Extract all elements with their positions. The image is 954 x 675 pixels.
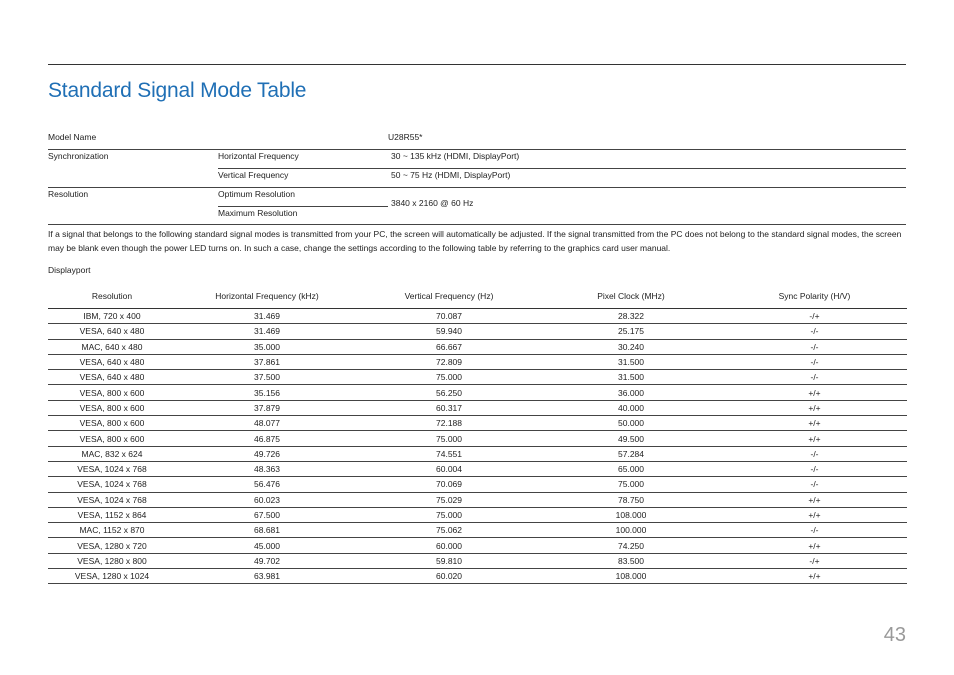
- signal-mode-table: [48, 283, 907, 584]
- table-cell: 31.469: [176, 324, 358, 339]
- table-cell: 63.981: [176, 569, 358, 584]
- table-cell: 35.000: [176, 339, 358, 354]
- table-cell: 48.077: [176, 416, 358, 431]
- signal-note: If a signal that belongs to the following standard signal modes is transmitted from your PC, the screen will automatically be adjusted. If the signal transmitted from the PC does not belong to the standard signal modes, the screen may be blank even though the power LED turns on. In such a case, change the settings according to the following table by referring to the graphics card user manual.: [48, 229, 902, 253]
- table-cell: +/+: [722, 507, 907, 522]
- sync-label: Synchronization: [48, 151, 109, 161]
- table-row: [48, 431, 907, 446]
- table-cell: 59.940: [358, 324, 540, 339]
- table-cell: MAC, 1152 x 870: [48, 523, 176, 538]
- table-cell: +/+: [722, 431, 907, 446]
- table-cell: 60.004: [358, 461, 540, 476]
- hfreq-value: 30 ~ 135 kHz (HDMI, DisplayPort): [391, 151, 520, 161]
- table-cell: 48.363: [176, 461, 358, 476]
- table-cell: -/+: [722, 553, 907, 568]
- table-cell: 31.500: [540, 354, 722, 369]
- table-cell: 49.702: [176, 553, 358, 568]
- page-title: Standard Signal Mode Table: [48, 79, 307, 102]
- table-cell: +/+: [722, 400, 907, 415]
- table-cell: 37.861: [176, 354, 358, 369]
- column-header: Resolution: [48, 283, 176, 309]
- spec-row-optimum: [48, 185, 906, 208]
- table-cell: 66.667: [358, 339, 540, 354]
- table-row: [48, 492, 907, 507]
- table-cell: 37.879: [176, 400, 358, 415]
- table-row: [48, 538, 907, 553]
- optimum-label: Optimum Resolution: [218, 189, 296, 199]
- table-cell: 31.469: [176, 309, 358, 324]
- table-cell: -/-: [722, 461, 907, 476]
- section-subheading: Displayport: [48, 265, 91, 275]
- table-cell: +/+: [722, 416, 907, 431]
- table-cell: 60.000: [358, 538, 540, 553]
- hfreq-label: Horizontal Frequency: [218, 151, 299, 161]
- table-cell: 56.250: [358, 385, 540, 400]
- table-cell: +/+: [722, 538, 907, 553]
- table-cell: 75.000: [540, 477, 722, 492]
- top-divider: [48, 64, 906, 65]
- column-header: Horizontal Frequency (kHz): [176, 283, 358, 309]
- table-cell: -/-: [722, 477, 907, 492]
- table-cell: -/-: [722, 324, 907, 339]
- table-cell: 83.500: [540, 553, 722, 568]
- table-row: [48, 569, 907, 584]
- table-row: [48, 339, 907, 354]
- table-row: [48, 324, 907, 339]
- table-row: [48, 370, 907, 385]
- table-cell: 72.809: [358, 354, 540, 369]
- model-label: Model Name: [48, 132, 97, 142]
- table-cell: 108.000: [540, 507, 722, 522]
- table-cell: 60.317: [358, 400, 540, 415]
- table-cell: 74.250: [540, 538, 722, 553]
- column-header: Vertical Frequency (Hz): [358, 283, 540, 309]
- table-row: [48, 477, 907, 492]
- table-cell: VESA, 1280 x 800: [48, 553, 176, 568]
- table-cell: 68.681: [176, 523, 358, 538]
- table-cell: 59.810: [358, 553, 540, 568]
- table-cell: -/-: [722, 523, 907, 538]
- table-cell: 35.156: [176, 385, 358, 400]
- table-row: [48, 553, 907, 568]
- table-cell: +/+: [722, 569, 907, 584]
- table-cell: 70.087: [358, 309, 540, 324]
- table-cell: MAC, 832 x 624: [48, 446, 176, 461]
- table-cell: 46.875: [176, 431, 358, 446]
- table-row: [48, 416, 907, 431]
- table-cell: VESA, 1024 x 768: [48, 461, 176, 476]
- table-cell: VESA, 1024 x 768: [48, 477, 176, 492]
- table-header-row: [48, 283, 907, 309]
- table-cell: 56.476: [176, 477, 358, 492]
- table-cell: -/-: [722, 446, 907, 461]
- table-cell: VESA, 640 x 480: [48, 324, 176, 339]
- table-cell: VESA, 1152 x 864: [48, 507, 176, 522]
- table-cell: 60.023: [176, 492, 358, 507]
- table-cell: 65.000: [540, 461, 722, 476]
- table-cell: 36.000: [540, 385, 722, 400]
- table-cell: 75.000: [358, 507, 540, 522]
- spec-table: [48, 128, 906, 223]
- table-cell: 72.188: [358, 416, 540, 431]
- table-cell: 100.000: [540, 523, 722, 538]
- table-cell: 57.284: [540, 446, 722, 461]
- spec-row-vfreq: [48, 166, 906, 185]
- table-row: [48, 461, 907, 476]
- table-cell: VESA, 1280 x 720: [48, 538, 176, 553]
- table-cell: +/+: [722, 385, 907, 400]
- table-row: [48, 446, 907, 461]
- table-row: [48, 523, 907, 538]
- table-cell: VESA, 800 x 600: [48, 431, 176, 446]
- table-cell: -/+: [722, 309, 907, 324]
- table-cell: 75.062: [358, 523, 540, 538]
- table-cell: 70.069: [358, 477, 540, 492]
- table-cell: VESA, 640 x 480: [48, 370, 176, 385]
- table-cell: 28.322: [540, 309, 722, 324]
- table-cell: 108.000: [540, 569, 722, 584]
- table-row: [48, 507, 907, 522]
- table-cell: VESA, 800 x 600: [48, 400, 176, 415]
- table-cell: VESA, 1280 x 1024: [48, 569, 176, 584]
- table-cell: 37.500: [176, 370, 358, 385]
- table-cell: VESA, 1024 x 768: [48, 492, 176, 507]
- table-row: [48, 400, 907, 415]
- table-row: [48, 309, 907, 324]
- table-cell: 67.500: [176, 507, 358, 522]
- table-cell: 45.000: [176, 538, 358, 553]
- column-header: Pixel Clock (MHz): [540, 283, 722, 309]
- table-row: [48, 354, 907, 369]
- table-cell: 49.500: [540, 431, 722, 446]
- spec-divider: [48, 224, 906, 225]
- column-header: Sync Polarity (H/V): [722, 283, 907, 309]
- table-cell: 75.029: [358, 492, 540, 507]
- table-cell: 50.000: [540, 416, 722, 431]
- table-cell: 40.000: [540, 400, 722, 415]
- vfreq-value: 50 ~ 75 Hz (HDMI, DisplayPort): [391, 170, 511, 180]
- model-value: U28R55*: [388, 132, 423, 142]
- table-cell: 31.500: [540, 370, 722, 385]
- table-cell: -/-: [722, 339, 907, 354]
- table-cell: +/+: [722, 492, 907, 507]
- vfreq-label: Vertical Frequency: [218, 170, 289, 180]
- res-value: 3840 x 2160 @ 60 Hz: [391, 198, 474, 208]
- spec-row-hfreq: [48, 147, 906, 166]
- table-cell: 60.020: [358, 569, 540, 584]
- table-cell: IBM, 720 x 400: [48, 309, 176, 324]
- table-cell: 30.240: [540, 339, 722, 354]
- table-cell: 49.726: [176, 446, 358, 461]
- spec-row-maximum: [48, 204, 906, 223]
- maximum-label: Maximum Resolution: [218, 208, 298, 218]
- table-cell: 74.551: [358, 446, 540, 461]
- table-cell: -/-: [722, 370, 907, 385]
- table-cell: -/-: [722, 354, 907, 369]
- table-cell: 75.000: [358, 431, 540, 446]
- table-cell: 75.000: [358, 370, 540, 385]
- table-cell: MAC, 640 x 480: [48, 339, 176, 354]
- table-cell: VESA, 800 x 600: [48, 385, 176, 400]
- table-cell: 25.175: [540, 324, 722, 339]
- table-body: [48, 309, 907, 584]
- table-cell: VESA, 640 x 480: [48, 354, 176, 369]
- table-row: [48, 385, 907, 400]
- table-cell: 78.750: [540, 492, 722, 507]
- table-cell: VESA, 800 x 600: [48, 416, 176, 431]
- res-label: Resolution: [48, 189, 89, 199]
- page-number: 43: [883, 624, 906, 646]
- spec-row-model: [48, 128, 906, 147]
